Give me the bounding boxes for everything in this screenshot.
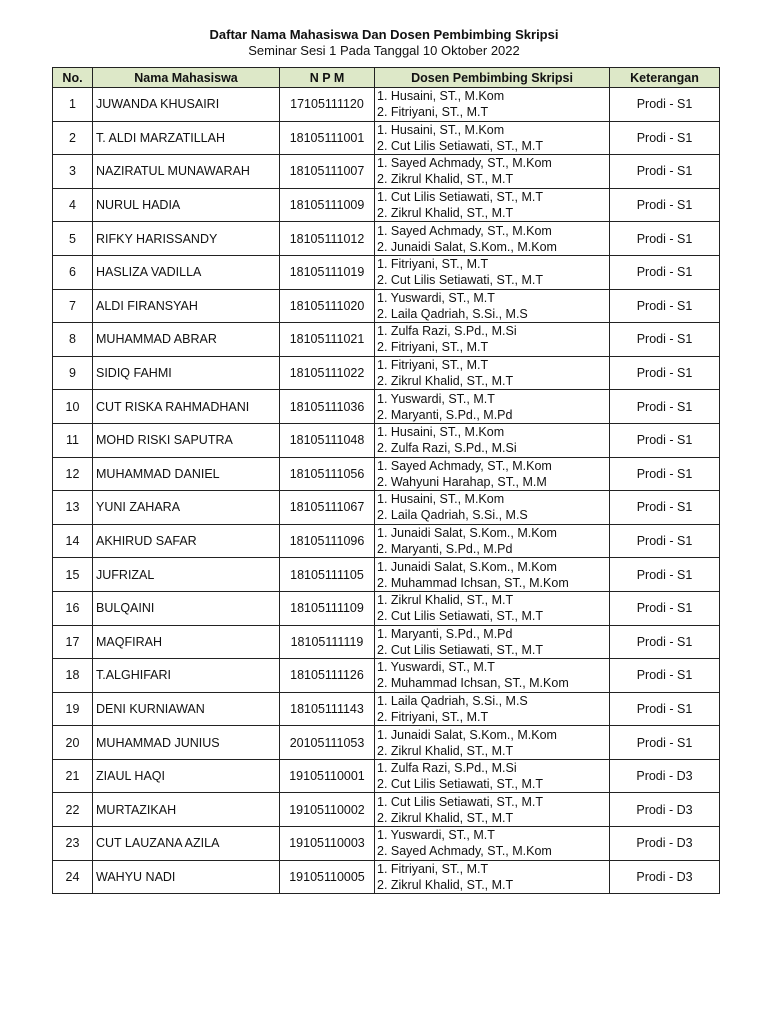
student-name: MUHAMMAD JUNIUS <box>93 726 280 760</box>
row-number: 19 <box>53 692 93 726</box>
student-name: NURUL HADIA <box>93 188 280 222</box>
student-npm: 18105111105 <box>280 558 375 592</box>
advisor-cell <box>375 860 610 894</box>
advisor-cell <box>375 793 610 827</box>
advisor-2: 2. Zikrul Khalid, ST., M.T <box>377 206 514 221</box>
table-row <box>53 793 720 827</box>
advisor-1: 1. Husaini, ST., M.Kom <box>377 492 505 507</box>
student-npm: 18105111109 <box>280 591 375 625</box>
program-label: Prodi - S1 <box>610 222 720 256</box>
table-row <box>53 524 720 558</box>
program-label: Prodi - S1 <box>610 289 720 323</box>
document-title: Daftar Nama Mahasiswa Dan Dosen Pembimbing Skripsi <box>209 27 559 42</box>
table-row <box>53 155 720 189</box>
advisor-2: 2. Zikrul Khalid, ST., M.T <box>377 172 514 187</box>
advisor-1: 1. Yuswardi, ST., M.T <box>377 828 495 843</box>
student-npm: 18105111020 <box>280 289 375 323</box>
program-label: Prodi - S1 <box>610 390 720 424</box>
advisor-2: 2. Cut Lilis Setiawati, ST., M.T <box>377 642 544 657</box>
table-row <box>53 188 720 222</box>
advisor-2: 2. Cut Lilis Setiawati, ST., M.T <box>377 138 544 153</box>
advisor-1: 1. Zulfa Razi, S.Pd., M.Si <box>377 761 517 776</box>
row-number: 22 <box>53 793 93 827</box>
advisor-1: 1. Laila Qadriah, S.Si., M.S <box>377 693 528 708</box>
student-npm: 20105111053 <box>280 726 375 760</box>
row-number: 6 <box>53 255 93 289</box>
row-number: 12 <box>53 457 93 491</box>
advisor-cell <box>375 423 610 457</box>
table-row <box>53 659 720 693</box>
program-label: Prodi - S1 <box>610 726 720 760</box>
column-header-keterangan: Keterangan <box>610 68 720 88</box>
table-row <box>53 692 720 726</box>
advisor-cell <box>375 390 610 424</box>
table-row <box>53 323 720 357</box>
row-number: 24 <box>53 860 93 894</box>
advisor-cell <box>375 726 610 760</box>
table-row <box>53 827 720 861</box>
student-name: DENI KURNIAWAN <box>93 692 280 726</box>
student-name: MURTAZIKAH <box>93 793 280 827</box>
advisor-1: 1. Fitriyani, ST., M.T <box>377 861 489 876</box>
program-label: Prodi - S1 <box>610 356 720 390</box>
student-npm: 18105111096 <box>280 524 375 558</box>
advisor-2: 2. Zikrul Khalid, ST., M.T <box>377 743 514 758</box>
student-name: AKHIRUD SAFAR <box>93 524 280 558</box>
advisor-2: 2. Cut Lilis Setiawati, ST., M.T <box>377 777 544 792</box>
row-number: 9 <box>53 356 93 390</box>
student-npm: 19105110003 <box>280 827 375 861</box>
table-row <box>53 390 720 424</box>
advisor-1: 1. Junaidi Salat, S.Kom., M.Kom <box>377 727 557 742</box>
student-npm: 18105111067 <box>280 491 375 525</box>
program-label: Prodi - S1 <box>610 524 720 558</box>
advisor-2: 2. Zikrul Khalid, ST., M.T <box>377 877 514 892</box>
student-npm: 19105110002 <box>280 793 375 827</box>
student-npm: 18105111021 <box>280 323 375 357</box>
program-label: Prodi - D3 <box>610 860 720 894</box>
row-number: 4 <box>53 188 93 222</box>
student-npm: 18105111119 <box>280 625 375 659</box>
row-number: 21 <box>53 759 93 793</box>
advisor-1: 1. Yuswardi, ST., M.T <box>377 660 495 675</box>
advisor-cell <box>375 255 610 289</box>
program-label: Prodi - D3 <box>610 793 720 827</box>
advisor-cell <box>375 457 610 491</box>
column-header-no: No. <box>53 68 93 88</box>
table-row <box>53 356 720 390</box>
student-npm: 18105111056 <box>280 457 375 491</box>
advisor-cell <box>375 692 610 726</box>
advisor-2: 2. Wahyuni Harahap, ST., M.M <box>377 474 547 489</box>
table-row <box>53 457 720 491</box>
program-label: Prodi - S1 <box>610 88 720 122</box>
table-header-row <box>53 68 720 88</box>
advisor-1: 1. Zulfa Razi, S.Pd., M.Si <box>377 324 517 339</box>
advisor-2: 2. Zikrul Khalid, ST., M.T <box>377 810 514 825</box>
row-number: 14 <box>53 524 93 558</box>
advisor-1: 1. Yuswardi, ST., M.T <box>377 391 495 406</box>
table-row <box>53 759 720 793</box>
program-label: Prodi - S1 <box>610 188 720 222</box>
table-row <box>53 88 720 122</box>
student-name: NAZIRATUL MUNAWARAH <box>93 155 280 189</box>
advisor-cell <box>375 188 610 222</box>
student-npm: 18105111007 <box>280 155 375 189</box>
advisor-2: 2. Zulfa Razi, S.Pd., M.Si <box>377 441 517 456</box>
student-name: MOHD RISKI SAPUTRA <box>93 423 280 457</box>
advisor-cell <box>375 759 610 793</box>
table-row <box>53 289 720 323</box>
advisor-1: 1. Zikrul Khalid, ST., M.T <box>377 593 514 608</box>
advisor-1: 1. Fitriyani, ST., M.T <box>377 257 489 272</box>
row-number: 8 <box>53 323 93 357</box>
row-number: 20 <box>53 726 93 760</box>
advisor-cell <box>375 827 610 861</box>
advisor-cell <box>375 222 610 256</box>
student-npm: 19105110005 <box>280 860 375 894</box>
student-name: JUWANDA KHUSAIRI <box>93 88 280 122</box>
row-number: 13 <box>53 491 93 525</box>
row-number: 3 <box>53 155 93 189</box>
advisor-1: 1. Junaidi Salat, S.Kom., M.Kom <box>377 559 557 574</box>
advisor-1: 1. Junaidi Salat, S.Kom., M.Kom <box>377 526 557 541</box>
advisor-1: 1. Husaini, ST., M.Kom <box>377 89 505 104</box>
student-npm: 19105110001 <box>280 759 375 793</box>
program-label: Prodi - S1 <box>610 591 720 625</box>
advisor-1: 1. Husaini, ST., M.Kom <box>377 425 505 440</box>
advisor-2: 2. Cut Lilis Setiawati, ST., M.T <box>377 609 544 624</box>
table-row <box>53 591 720 625</box>
table-row <box>53 625 720 659</box>
student-name: HASLIZA VADILLA <box>93 255 280 289</box>
advisor-2: 2. Fitriyani, ST., M.T <box>377 340 489 355</box>
advisor-cell <box>375 155 610 189</box>
program-label: Prodi - S1 <box>610 625 720 659</box>
student-npm: 18105111001 <box>280 121 375 155</box>
student-name: ALDI FIRANSYAH <box>93 289 280 323</box>
student-npm: 18105111012 <box>280 222 375 256</box>
table-row <box>53 121 720 155</box>
advisor-cell <box>375 524 610 558</box>
table-row <box>53 726 720 760</box>
row-number: 15 <box>53 558 93 592</box>
advisor-2: 2. Muhammad Ichsan, ST., M.Kom <box>377 676 569 691</box>
advisor-2: 2. Cut Lilis Setiawati, ST., M.T <box>377 273 544 288</box>
advisor-cell <box>375 591 610 625</box>
advisor-2: 2. Laila Qadriah, S.Si., M.S <box>377 508 528 523</box>
advisor-cell <box>375 558 610 592</box>
advisor-2: 2. Fitriyani, ST., M.T <box>377 105 489 120</box>
program-label: Prodi - S1 <box>610 457 720 491</box>
advisor-1: 1. Sayed Achmady, ST., M.Kom <box>377 156 552 171</box>
program-label: Prodi - S1 <box>610 491 720 525</box>
advisor-2: 2. Maryanti, S.Pd., M.Pd <box>377 542 513 557</box>
advisor-cell <box>375 491 610 525</box>
row-number: 10 <box>53 390 93 424</box>
row-number: 7 <box>53 289 93 323</box>
table-row <box>53 222 720 256</box>
document-subtitle: Seminar Sesi 1 Pada Tanggal 10 Oktober 2022 <box>248 43 520 58</box>
advisor-2: 2. Laila Qadriah, S.Si., M.S <box>377 306 528 321</box>
table-body <box>53 88 720 894</box>
program-label: Prodi - D3 <box>610 759 720 793</box>
column-header-dosen: Dosen Pembimbing Skripsi <box>375 68 610 88</box>
student-name: MUHAMMAD DANIEL <box>93 457 280 491</box>
advisor-1: 1. Cut Lilis Setiawati, ST., M.T <box>377 190 544 205</box>
student-npm: 18105111048 <box>280 423 375 457</box>
advisor-2: 2. Junaidi Salat, S.Kom., M.Kom <box>377 239 557 254</box>
student-name: CUT RISKA RAHMADHANI <box>93 390 280 424</box>
program-label: Prodi - S1 <box>610 323 720 357</box>
advisor-1: 1. Husaini, ST., M.Kom <box>377 122 505 137</box>
row-number: 23 <box>53 827 93 861</box>
table-row <box>53 860 720 894</box>
program-label: Prodi - S1 <box>610 558 720 592</box>
program-label: Prodi - D3 <box>610 827 720 861</box>
row-number: 17 <box>53 625 93 659</box>
student-name: MAQFIRAH <box>93 625 280 659</box>
student-advisor-table <box>52 67 720 894</box>
student-npm: 18105111126 <box>280 659 375 693</box>
student-name: YUNI ZAHARA <box>93 491 280 525</box>
table-row <box>53 491 720 525</box>
advisor-1: 1. Sayed Achmady, ST., M.Kom <box>377 223 552 238</box>
student-name: CUT LAUZANA AZILA <box>93 827 280 861</box>
student-npm: 18105111143 <box>280 692 375 726</box>
program-label: Prodi - S1 <box>610 423 720 457</box>
student-name: MUHAMMAD ABRAR <box>93 323 280 357</box>
advisor-cell <box>375 356 610 390</box>
row-number: 18 <box>53 659 93 693</box>
student-npm: 17105111120 <box>280 88 375 122</box>
student-npm: 18105111036 <box>280 390 375 424</box>
advisor-2: 2. Fitriyani, ST., M.T <box>377 709 489 724</box>
student-name: RIFKY HARISSANDY <box>93 222 280 256</box>
program-label: Prodi - S1 <box>610 255 720 289</box>
row-number: 16 <box>53 591 93 625</box>
advisor-cell <box>375 289 610 323</box>
advisor-cell <box>375 88 610 122</box>
advisor-2: 2. Muhammad Ichsan, ST., M.Kom <box>377 575 569 590</box>
advisor-1: 1. Sayed Achmady, ST., M.Kom <box>377 458 552 473</box>
advisor-1: 1. Cut Lilis Setiawati, ST., M.T <box>377 794 544 809</box>
column-header-nama: Nama Mahasiswa <box>93 68 280 88</box>
table-row <box>53 558 720 592</box>
advisor-1: 1. Maryanti, S.Pd., M.Pd <box>377 626 513 641</box>
student-name: BULQAINI <box>93 591 280 625</box>
student-name: WAHYU NADI <box>93 860 280 894</box>
advisor-1: 1. Yuswardi, ST., M.T <box>377 290 495 305</box>
student-npm: 18105111019 <box>280 255 375 289</box>
table-row <box>53 255 720 289</box>
student-name: T.ALGHIFARI <box>93 659 280 693</box>
student-name: JUFRIZAL <box>93 558 280 592</box>
row-number: 2 <box>53 121 93 155</box>
advisor-2: 2. Zikrul Khalid, ST., M.T <box>377 374 514 389</box>
document-header <box>0 27 768 59</box>
advisor-cell <box>375 659 610 693</box>
advisor-cell <box>375 625 610 659</box>
advisor-2: 2. Sayed Achmady, ST., M.Kom <box>377 844 552 859</box>
program-label: Prodi - S1 <box>610 121 720 155</box>
row-number: 11 <box>53 423 93 457</box>
row-number: 1 <box>53 88 93 122</box>
table-row <box>53 423 720 457</box>
advisor-1: 1. Fitriyani, ST., M.T <box>377 358 489 373</box>
student-npm: 18105111022 <box>280 356 375 390</box>
column-header-npm: N P M <box>280 68 375 88</box>
program-label: Prodi - S1 <box>610 659 720 693</box>
program-label: Prodi - S1 <box>610 155 720 189</box>
advisor-cell <box>375 323 610 357</box>
advisor-cell <box>375 121 610 155</box>
student-name: T. ALDI MARZATILLAH <box>93 121 280 155</box>
row-number: 5 <box>53 222 93 256</box>
advisor-2: 2. Maryanti, S.Pd., M.Pd <box>377 407 513 422</box>
student-name: SIDIQ FAHMI <box>93 356 280 390</box>
program-label: Prodi - S1 <box>610 692 720 726</box>
student-npm: 18105111009 <box>280 188 375 222</box>
student-name: ZIAUL HAQI <box>93 759 280 793</box>
